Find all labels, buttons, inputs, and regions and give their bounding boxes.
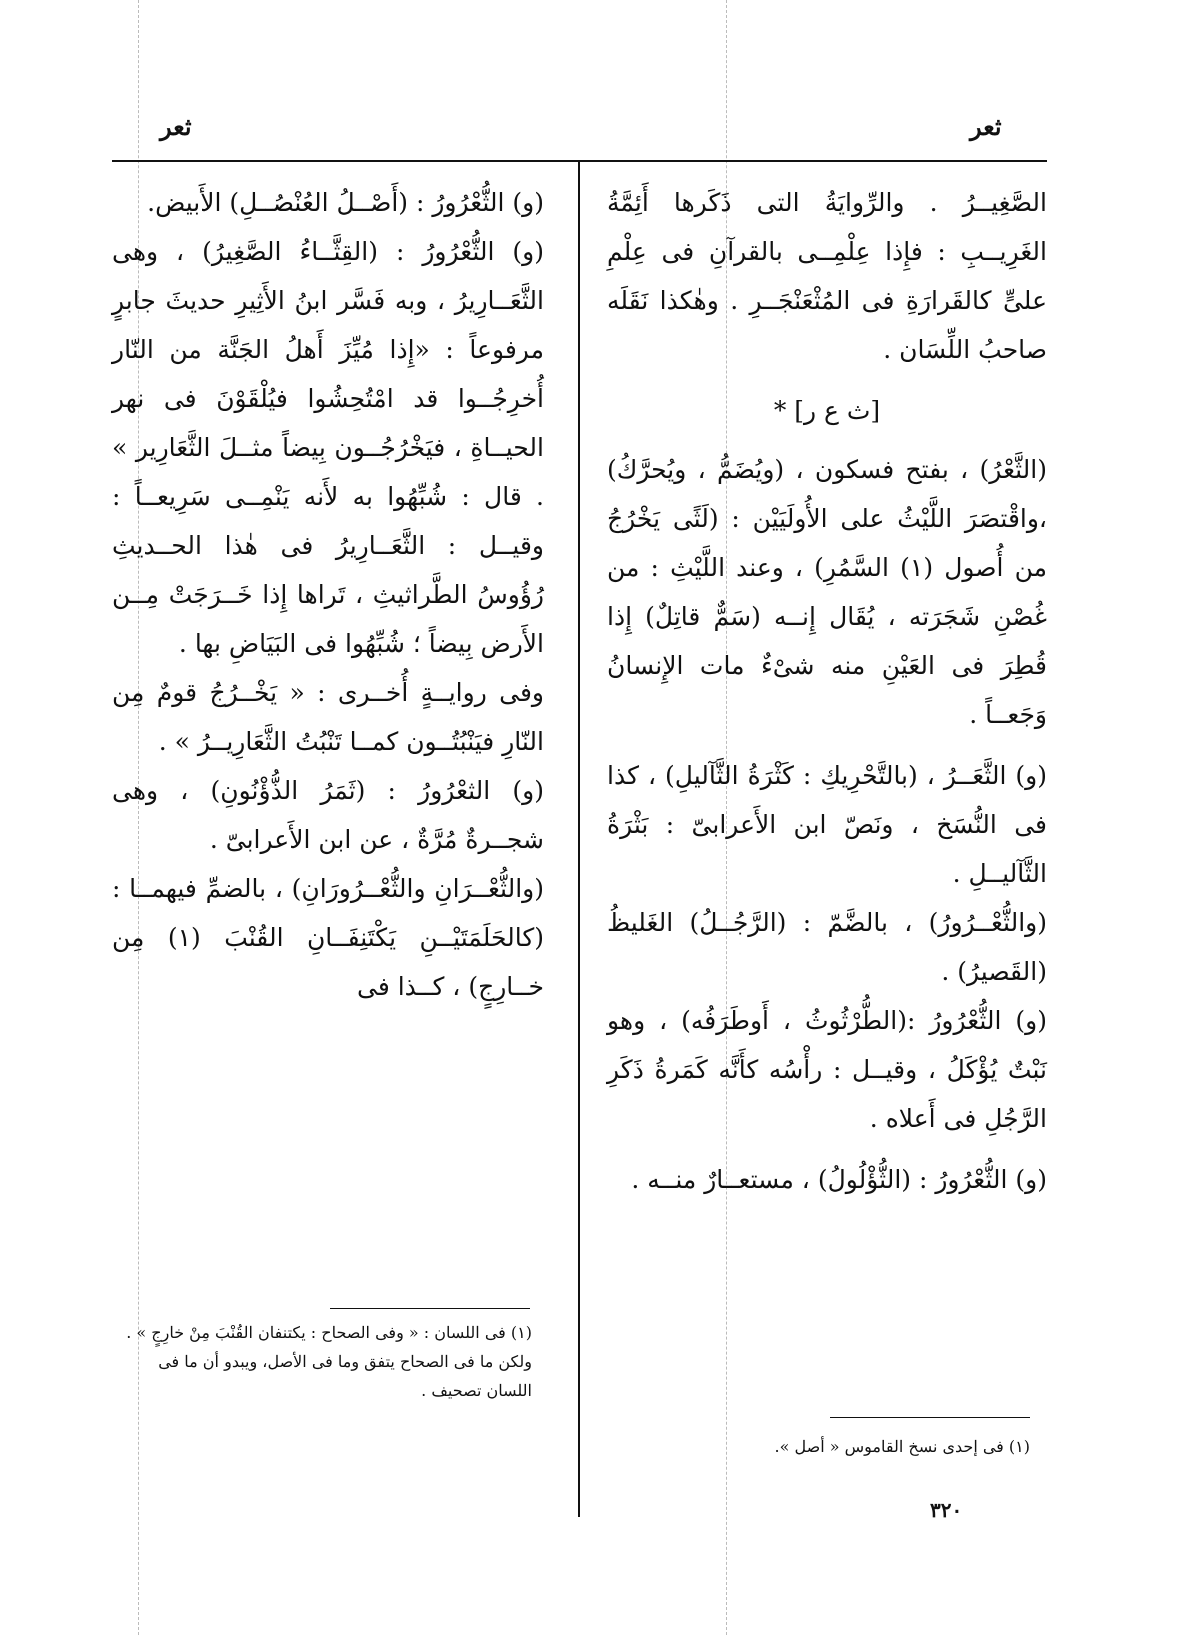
entry-paragraph: وفى روايــةٍ أُخــرى : « يَخْــرُجُ قومٌ مِن النّارِ فيَنْبُتُــون كمــا تَنْبُتُ الثَّعَارِيــرُ » . [112, 678, 544, 756]
entry-paragraph: (الثَّعْرُ) ، بفتح فسكون ، (ويُضَمُّ ، ويُحرَّكُ) ،واقْتصَرَ اللَّيْثُ على الأُولَيَيْن : (لَثًى يَخْرُجُ من أُصول (١) السَّمُرِ) ، وعند اللَّيْثِ : من غُصْنِ شَجَرَته ، يُقَال إِنــه (سَمٌّ قاتِلٌ) إِذا قُطِرَ فى العَيْنِ منه شىْءٌ مات الإِنسانُ وَجَعــاً . [607, 455, 1047, 729]
running-header-left: ثعر [160, 112, 192, 141]
root-heading: [ث ع ر] * [773, 396, 881, 425]
entry-paragraph: (و) الثعْرُورُ : (ثَمَرُ الذُّؤْنُونِ) ، وهى شجــرةٌ مُرَّةٌ ، عن ابن الأَعرابىّ . [112, 776, 544, 854]
column-divider [578, 162, 580, 1517]
footnote-left: (١) فى اللسان : « وفى الصحاح : يكتنفان القُنْبَ مِنْ خارِجٍ » . ولكن ما فى الصحاح يتفق وما فى الأصل، ويبدو أن ما فى اللسان تصحيف . [126, 1323, 532, 1400]
entry-paragraph: (و) الثَّعَــرُ ، (بالتَّحْرِيكِ : كَثْرَةُ الثَّآليلِ) ، كذا فى النُّسَخ ، ونَصّ ابن الأَعرابىّ : بَثْرَةُ الثَّآليــلِ . [607, 761, 1047, 888]
entry-paragraph: الصَّغِيــرُ . والرِّوايَةُ التى ذَكَرها أَئِمَّةُ الغَرِيــبِ : فإِذا عِلْمِــى بالقرآنِ فى عِلْمِ علىٍّ كالقَرارَةِ فى المُثْعَنْجَــرِ . وهٰكذا نَقَلَه صاحبُ اللِّسَان . [607, 188, 1047, 364]
entry-paragraph: (و) الثُّعْرُورُ : (الثُّؤْلُولُ) ، مستعــارٌ منــه . [631, 1165, 1047, 1194]
footnote-rule [330, 1308, 530, 1309]
page-number: ٣٢٠ [930, 1498, 963, 1522]
entry-paragraph: (و) الثُّعْرُورُ : (القِثَّــاءُ الصَّغِيرُ) ، وهى الثَّعَــارِيرُ ، وبه فَسَّر ابنُ الأَثِيرِ حديثَ جابرٍ مرفوعاً : «إِذا مُيِّزَ أَهلُ الجَنَّة من النّار أُخرِجُــوا قد امْتُحِشُوا فيُلْقَوْنَ فى نهر الحيــاةِ ، فيَخْرُجُــون بِيضاً مثــلَ الثَّعَارِير » . قال : شُبِّهُوا به لأَنه يَنْمِــى سَرِيعــاً : وقيــل : الثَّعَــارِيرُ فى هٰذا الحــديثِ رُؤُوسُ الطَّراثيثِ ، تَراها إِذا خَــرَجَتْ مِــن الأَرض بِيضاً ؛ شُبِّهُوا فى البَيَاضِ بها . [112, 237, 544, 658]
right-column [607, 178, 1047, 1204]
running-header-right: ثعر [970, 112, 1002, 141]
left-column [112, 178, 544, 1011]
footnote-right: (١) فى إحدى نسخ القاموس « أصل ». [774, 1437, 1030, 1456]
footnote-rule [830, 1417, 1030, 1418]
entry-paragraph: (و) الثُّعْرُورُ : (أَصْــلُ العُنْصُــلِ) الأَبيض. [147, 188, 544, 217]
entry-paragraph: (و) الثُّعْرُورُ :(الطُّرْثُوثُ ، أَوطَرَفُه) ، وهو نَبْتٌ يُؤْكَلُ ، وقيــل : رأْسُه كأَنَّه كَمَرةُ ذَكَرِ الرَّجُلِ فى أَعلاه . [607, 1006, 1047, 1133]
entry-paragraph: (والثُّعْــرَانِ والثُّعْــرُورَانِ) ، بالضمِّ فيهمــا : (كالحَلَمَتَيْــنِ يَكْتَنِفَــانِ القُنْبَ (١) مِن خــارِجٍ) ، كــذا فى [112, 874, 545, 1001]
entry-paragraph: (والثُّعْــرُورُ) ، بالضَّمّ : (الرَّجُــلُ) الغَليظُ (القَصيرُ) . [607, 908, 1047, 986]
